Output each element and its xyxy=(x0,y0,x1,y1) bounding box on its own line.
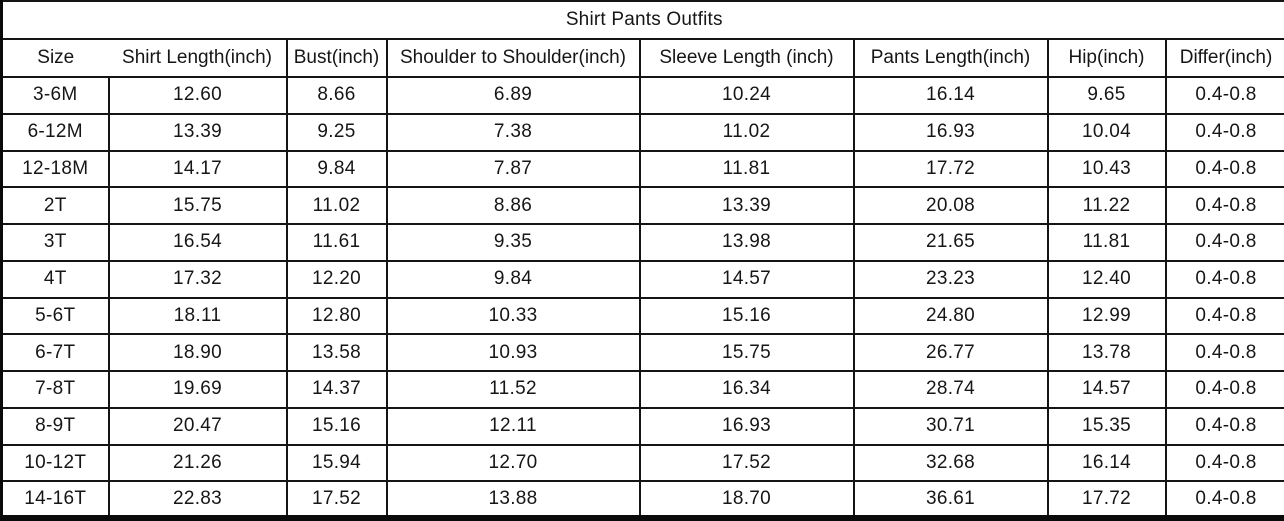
column-header-bust: Bust(inch) xyxy=(287,39,387,77)
value-cell-differ: 0.4-0.8 xyxy=(1166,114,1284,151)
table-row xyxy=(2,114,1284,151)
table-row xyxy=(2,408,1284,445)
table-row xyxy=(2,298,1284,335)
value-cell-shoulder-to-shoulder: 10.93 xyxy=(387,334,640,371)
value-cell-sleeve-length: 14.57 xyxy=(640,261,854,298)
table-row xyxy=(2,481,1284,518)
value-cell-hip: 10.04 xyxy=(1048,114,1166,151)
table-title: Shirt Pants Outfits xyxy=(2,1,1284,39)
value-cell-sleeve-length: 16.34 xyxy=(640,371,854,408)
value-cell-shoulder-to-shoulder: 11.52 xyxy=(387,371,640,408)
value-cell-bust: 12.20 xyxy=(287,261,387,298)
column-header-sleeve-length: Sleeve Length (inch) xyxy=(640,39,854,77)
value-cell-differ: 0.4-0.8 xyxy=(1166,261,1284,298)
value-cell-shirt-length: 19.69 xyxy=(109,371,287,408)
value-cell-hip: 9.65 xyxy=(1048,77,1166,114)
value-cell-bust: 8.66 xyxy=(287,77,387,114)
value-cell-differ: 0.4-0.8 xyxy=(1166,151,1284,188)
column-header-shirt-length: Shirt Length(inch) xyxy=(109,39,287,77)
value-cell-pants-length: 32.68 xyxy=(854,445,1048,482)
value-cell-shirt-length: 15.75 xyxy=(109,187,287,224)
column-header-hip: Hip(inch) xyxy=(1048,39,1166,77)
table-row xyxy=(2,261,1284,298)
table-row xyxy=(2,445,1284,482)
value-cell-pants-length: 21.65 xyxy=(854,224,1048,261)
value-cell-shoulder-to-shoulder: 7.87 xyxy=(387,151,640,188)
size-cell: 4T xyxy=(2,261,109,298)
value-cell-hip: 11.22 xyxy=(1048,187,1166,224)
value-cell-shoulder-to-shoulder: 7.38 xyxy=(387,114,640,151)
value-cell-bust: 14.37 xyxy=(287,371,387,408)
value-cell-hip: 15.35 xyxy=(1048,408,1166,445)
size-cell: 3T xyxy=(2,224,109,261)
value-cell-pants-length: 23.23 xyxy=(854,261,1048,298)
value-cell-sleeve-length: 13.98 xyxy=(640,224,854,261)
value-cell-differ: 0.4-0.8 xyxy=(1166,371,1284,408)
table-row xyxy=(2,371,1284,408)
value-cell-hip: 17.72 xyxy=(1048,481,1166,518)
value-cell-pants-length: 26.77 xyxy=(854,334,1048,371)
size-cell: 8-9T xyxy=(2,408,109,445)
size-cell: 12-18M xyxy=(2,151,109,188)
value-cell-shirt-length: 17.32 xyxy=(109,261,287,298)
value-cell-sleeve-length: 13.39 xyxy=(640,187,854,224)
value-cell-differ: 0.4-0.8 xyxy=(1166,77,1284,114)
value-cell-sleeve-length: 15.75 xyxy=(640,334,854,371)
value-cell-shirt-length: 13.39 xyxy=(109,114,287,151)
value-cell-pants-length: 16.14 xyxy=(854,77,1048,114)
value-cell-shoulder-to-shoulder: 12.11 xyxy=(387,408,640,445)
value-cell-shirt-length: 16.54 xyxy=(109,224,287,261)
value-cell-shirt-length: 12.60 xyxy=(109,77,287,114)
value-cell-shirt-length: 18.11 xyxy=(109,298,287,335)
size-cell: 2T xyxy=(2,187,109,224)
value-cell-pants-length: 28.74 xyxy=(854,371,1048,408)
column-header-pants-length: Pants Length(inch) xyxy=(854,39,1048,77)
size-cell: 5-6T xyxy=(2,298,109,335)
value-cell-shoulder-to-shoulder: 8.86 xyxy=(387,187,640,224)
value-cell-bust: 11.61 xyxy=(287,224,387,261)
value-cell-hip: 12.40 xyxy=(1048,261,1166,298)
value-cell-shirt-length: 20.47 xyxy=(109,408,287,445)
table-row xyxy=(2,224,1284,261)
value-cell-shirt-length: 14.17 xyxy=(109,151,287,188)
value-cell-pants-length: 16.93 xyxy=(854,114,1048,151)
column-header-size: Size xyxy=(2,39,109,77)
value-cell-shoulder-to-shoulder: 13.88 xyxy=(387,481,640,518)
value-cell-hip: 13.78 xyxy=(1048,334,1166,371)
value-cell-hip: 16.14 xyxy=(1048,445,1166,482)
value-cell-bust: 15.16 xyxy=(287,408,387,445)
value-cell-hip: 12.99 xyxy=(1048,298,1166,335)
value-cell-bust: 11.02 xyxy=(287,187,387,224)
value-cell-shirt-length: 18.90 xyxy=(109,334,287,371)
value-cell-pants-length: 20.08 xyxy=(854,187,1048,224)
table-row xyxy=(2,187,1284,224)
value-cell-pants-length: 30.71 xyxy=(854,408,1048,445)
value-cell-bust: 15.94 xyxy=(287,445,387,482)
value-cell-differ: 0.4-0.8 xyxy=(1166,334,1284,371)
value-cell-bust: 12.80 xyxy=(287,298,387,335)
size-cell: 7-8T xyxy=(2,371,109,408)
value-cell-sleeve-length: 11.02 xyxy=(640,114,854,151)
title-row xyxy=(2,1,1284,39)
size-cell: 3-6M xyxy=(2,77,109,114)
table-row xyxy=(2,151,1284,188)
value-cell-differ: 0.4-0.8 xyxy=(1166,445,1284,482)
value-cell-bust: 13.58 xyxy=(287,334,387,371)
value-cell-bust: 9.25 xyxy=(287,114,387,151)
value-cell-shoulder-to-shoulder: 9.35 xyxy=(387,224,640,261)
column-header-differ: Differ(inch) xyxy=(1166,39,1284,77)
value-cell-shoulder-to-shoulder: 9.84 xyxy=(387,261,640,298)
value-cell-sleeve-length: 15.16 xyxy=(640,298,854,335)
size-cell: 6-7T xyxy=(2,334,109,371)
value-cell-sleeve-length: 18.70 xyxy=(640,481,854,518)
value-cell-bust: 17.52 xyxy=(287,481,387,518)
value-cell-sleeve-length: 10.24 xyxy=(640,77,854,114)
value-cell-differ: 0.4-0.8 xyxy=(1166,298,1284,335)
value-cell-sleeve-length: 11.81 xyxy=(640,151,854,188)
value-cell-differ: 0.4-0.8 xyxy=(1166,408,1284,445)
column-header-shoulder-to-shoulder: Shoulder to Shoulder(inch) xyxy=(387,39,640,77)
value-cell-differ: 0.4-0.8 xyxy=(1166,224,1284,261)
value-cell-hip: 10.43 xyxy=(1048,151,1166,188)
value-cell-sleeve-length: 16.93 xyxy=(640,408,854,445)
value-cell-hip: 11.81 xyxy=(1048,224,1166,261)
value-cell-shoulder-to-shoulder: 6.89 xyxy=(387,77,640,114)
value-cell-differ: 0.4-0.8 xyxy=(1166,481,1284,518)
value-cell-hip: 14.57 xyxy=(1048,371,1166,408)
value-cell-pants-length: 24.80 xyxy=(854,298,1048,335)
value-cell-sleeve-length: 17.52 xyxy=(640,445,854,482)
value-cell-differ: 0.4-0.8 xyxy=(1166,187,1284,224)
value-cell-pants-length: 36.61 xyxy=(854,481,1048,518)
size-cell: 10-12T xyxy=(2,445,109,482)
value-cell-pants-length: 17.72 xyxy=(854,151,1048,188)
size-cell: 6-12M xyxy=(2,114,109,151)
table-row xyxy=(2,77,1284,114)
table-row xyxy=(2,334,1284,371)
header-row xyxy=(2,39,1284,77)
size-cell: 14-16T xyxy=(2,481,109,518)
value-cell-shirt-length: 21.26 xyxy=(109,445,287,482)
value-cell-shoulder-to-shoulder: 12.70 xyxy=(387,445,640,482)
value-cell-shirt-length: 22.83 xyxy=(109,481,287,518)
value-cell-bust: 9.84 xyxy=(287,151,387,188)
value-cell-shoulder-to-shoulder: 10.33 xyxy=(387,298,640,335)
